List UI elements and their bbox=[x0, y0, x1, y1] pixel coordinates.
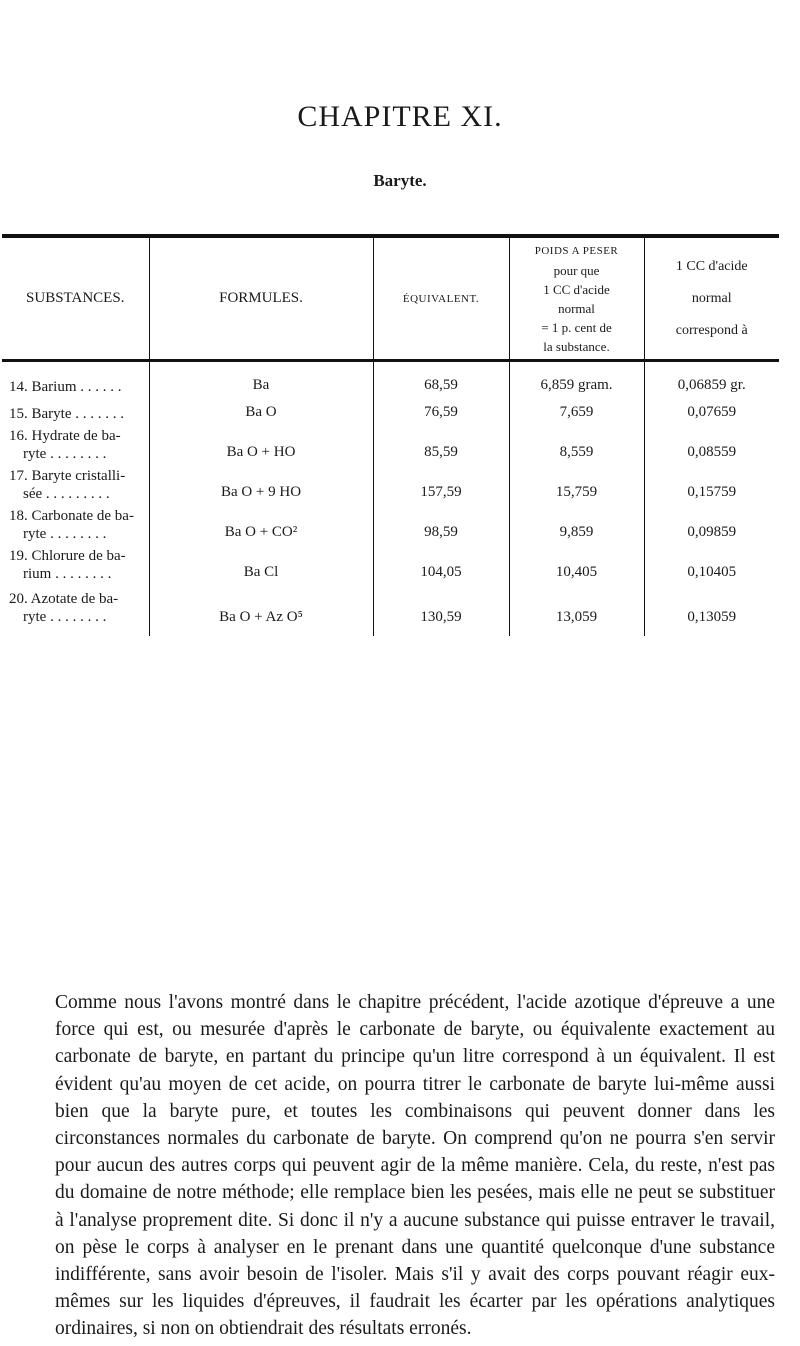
row-cc: 0,07659 bbox=[644, 396, 779, 423]
row-equivalent: 157,59 bbox=[373, 463, 509, 503]
row-poids: 6,859 gram. bbox=[509, 362, 644, 396]
substance-name-cont: ryte . . . . . . . . bbox=[23, 526, 107, 542]
row-formula: Ba Cl bbox=[149, 543, 373, 583]
row-cc: 0,10405 bbox=[644, 543, 779, 583]
row-equivalent: 68,59 bbox=[373, 362, 509, 396]
data-table bbox=[2, 234, 779, 636]
row-substance bbox=[2, 583, 149, 636]
header-poids-line: la substance. bbox=[543, 338, 610, 354]
header-substances: SUBSTANCES. bbox=[26, 290, 125, 306]
row-cc: 0,08559 bbox=[644, 423, 779, 463]
row-substance bbox=[2, 463, 149, 503]
table-row bbox=[2, 362, 779, 396]
table-row bbox=[2, 583, 779, 636]
row-formula: Ba O + HO bbox=[149, 423, 373, 463]
header-poids-line: = 1 p. cent de bbox=[541, 319, 612, 335]
substance-name: 14. Barium . . . . . . bbox=[9, 379, 122, 395]
substance-name-cont: ryte . . . . . . . . bbox=[23, 609, 107, 625]
row-equivalent: 104,05 bbox=[373, 543, 509, 583]
header-cc-line: normal bbox=[691, 290, 732, 306]
header-poids-line: pour que bbox=[553, 262, 600, 278]
row-poids: 8,559 bbox=[509, 423, 644, 463]
header-formules: FORMULES. bbox=[149, 238, 373, 359]
header-poids bbox=[509, 238, 644, 359]
row-formula: Ba O bbox=[149, 396, 373, 423]
header-cc bbox=[644, 238, 779, 359]
body-paragraph: Comme nous l'avons montré dans le chapitre précédent, l'acide azotique d'épreuve a une force qui est, ou mesurée d'après le carbonate de baryte, ou équivalente exactement au carbonate de baryte, en partant du principe qu'un litre correspond à un équivalent. Il est évident qu'au moyen de cet acide, on pourra titrer le carbonate de baryte lui-même aussi bien que la baryte pure, et toutes les combinaisons qui peuvent donner dans les circonstances normales du carbonate de baryte. On comprend qu'on ne pourra s'en servir pour aucun des autres corps qui peuvent agir de la même manière. Cela, du reste, n'est pas du domaine de notre méthode; elle remplace bien les pesées, mais elle ne peut se substituer à l'analyse proprement dite. Si donc il n'y a aucune substance qui puisse entraver le travail, on pèse le corps à analyser en le prenant dans une quantité quelconque d'une substance indifférente, sans avoir besoin de l'isoler. Mais s'il y avait des corps pouvant réagir eux-mêmes sur les liquides d'épreuves, il faudrait les écarter par les opérations analytiques ordinaires, si non on obtiendrait des résultats erronés. bbox=[55, 992, 775, 1340]
header-poids-line: POIDS A PESER bbox=[534, 244, 619, 257]
row-substance bbox=[2, 543, 149, 583]
row-formula: Ba O + CO² bbox=[149, 503, 373, 543]
substance-name: 18. Carbonate de ba- bbox=[9, 508, 134, 524]
row-equivalent: 76,59 bbox=[373, 396, 509, 423]
row-cc: 0,15759 bbox=[644, 463, 779, 503]
row-cc: 0,06859 gr. bbox=[644, 362, 779, 396]
table-row bbox=[2, 543, 779, 583]
row-equivalent: 98,59 bbox=[373, 503, 509, 543]
substance-name: 16. Hydrate de ba- bbox=[9, 428, 121, 444]
table-header-row bbox=[2, 238, 779, 359]
table-row bbox=[2, 503, 779, 543]
table-row bbox=[2, 463, 779, 503]
row-equivalent: 85,59 bbox=[373, 423, 509, 463]
chapter-title: CHAPITRE XI. bbox=[297, 100, 503, 133]
row-formula: Ba O + 9 HO bbox=[149, 463, 373, 503]
header-equivalent: ÉQUIVALENT. bbox=[373, 238, 509, 359]
row-formula: Ba O + Az O⁵ bbox=[149, 583, 373, 636]
row-equivalent: 130,59 bbox=[373, 583, 509, 636]
row-cc: 0,13059 bbox=[644, 583, 779, 636]
row-poids: 9,859 bbox=[509, 503, 644, 543]
table-row bbox=[2, 423, 779, 463]
row-substance bbox=[2, 396, 149, 423]
row-poids: 10,405 bbox=[509, 543, 644, 583]
row-substance bbox=[2, 423, 149, 463]
section-title: Baryte. bbox=[373, 171, 427, 190]
row-substance bbox=[2, 362, 149, 396]
row-formula: Ba bbox=[149, 362, 373, 396]
row-cc: 0,09859 bbox=[644, 503, 779, 543]
substance-name-cont: rium . . . . . . . . bbox=[23, 566, 112, 582]
header-poids-line: normal bbox=[558, 300, 595, 316]
row-substance bbox=[2, 503, 149, 543]
row-poids: 13,059 bbox=[509, 583, 644, 636]
substance-name: 20. Azotate de ba- bbox=[9, 591, 119, 607]
substance-name: 19. Chlorure de ba- bbox=[9, 548, 126, 564]
header-cc-line: 1 CC d'acide bbox=[675, 258, 748, 274]
substance-name: 17. Baryte cristalli- bbox=[9, 468, 126, 484]
substance-name-cont: sée . . . . . . . . . bbox=[23, 486, 110, 502]
substance-name: 15. Baryte . . . . . . . bbox=[9, 406, 124, 422]
header-poids-line: 1 CC d'acide bbox=[543, 281, 610, 297]
substance-name-cont: ryte . . . . . . . . bbox=[23, 446, 107, 462]
header-cc-line: correspond à bbox=[675, 322, 748, 338]
row-poids: 7,659 bbox=[509, 396, 644, 423]
row-poids: 15,759 bbox=[509, 463, 644, 503]
table-row bbox=[2, 396, 779, 423]
